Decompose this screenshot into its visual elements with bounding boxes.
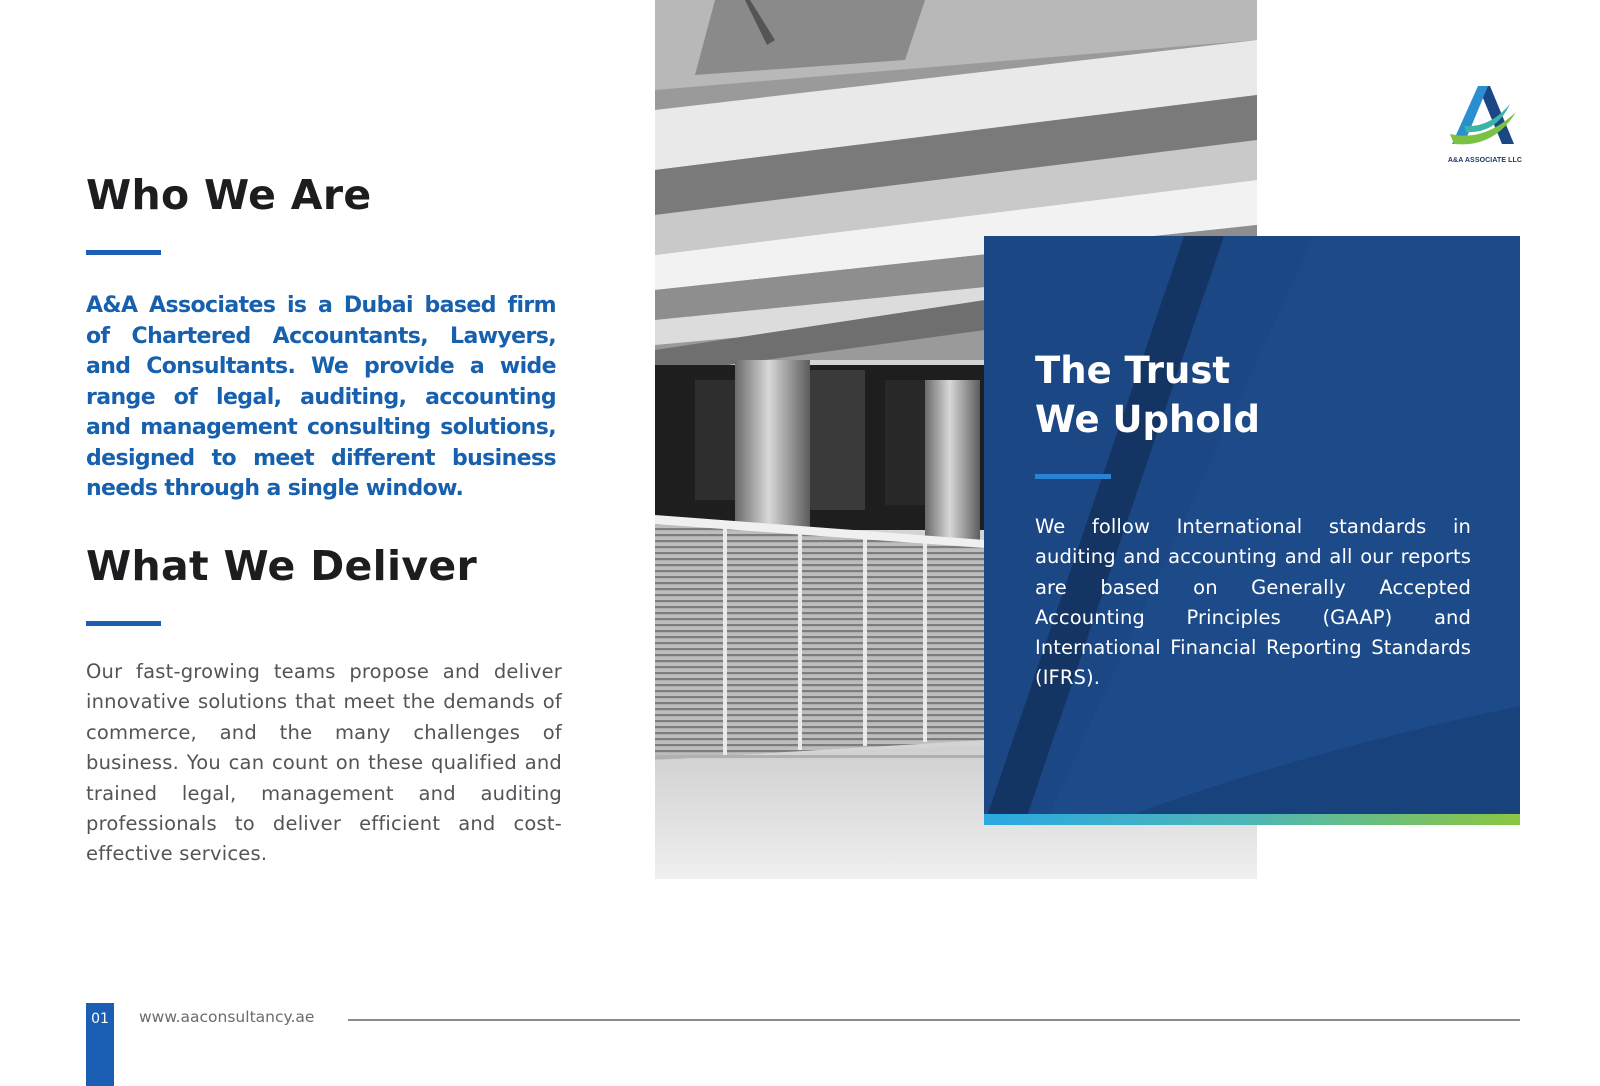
who-we-are-heading: Who We Are xyxy=(86,171,372,219)
heading-underline xyxy=(86,250,161,255)
trust-card-title-line2: We Uphold xyxy=(1035,398,1260,441)
what-we-deliver-heading: What We Deliver xyxy=(86,542,477,590)
trust-card-text: We follow International standards in auditing and accounting and all our reports are based on Generally Accepted Accounting Principles (GAAP) and International Financial Reporting Standards (IFRS). xyxy=(1035,515,1471,690)
trust-card-title xyxy=(1035,346,1260,444)
what-we-deliver-text: Our fast-growing teams propose and deliver innovative solutions that meet the demands of commerce, and the many challenges of business. You can count on these qualified and trained legal, management and auditing professionals to deliver efficient and cost-effective services. xyxy=(86,660,562,866)
logo-caption: A&A ASSOCIATE LLC xyxy=(1447,157,1523,164)
page-number-tab xyxy=(86,1003,114,1086)
who-we-are-text: A&A Associates is a Dubai based firm of Chartered Accountants, Lawyers, and Consultants. We provide a wide range of legal, auditing, accounting and management consulting solutions, designed to meet different business needs through a single window. xyxy=(86,293,556,501)
accent-gradient-bar xyxy=(984,814,1520,825)
trust-card-underline xyxy=(1035,474,1111,479)
logo-mark-icon xyxy=(1444,82,1526,154)
heading-underline xyxy=(86,621,161,626)
trust-card xyxy=(984,236,1520,825)
company-logo xyxy=(1444,82,1526,164)
trust-card-title-line1: The Trust xyxy=(1035,349,1231,392)
footer-divider xyxy=(348,1019,1520,1021)
website-url[interactable]: www.aaconsultancy.ae xyxy=(139,1008,315,1026)
page-number: 01 xyxy=(91,1011,109,1027)
